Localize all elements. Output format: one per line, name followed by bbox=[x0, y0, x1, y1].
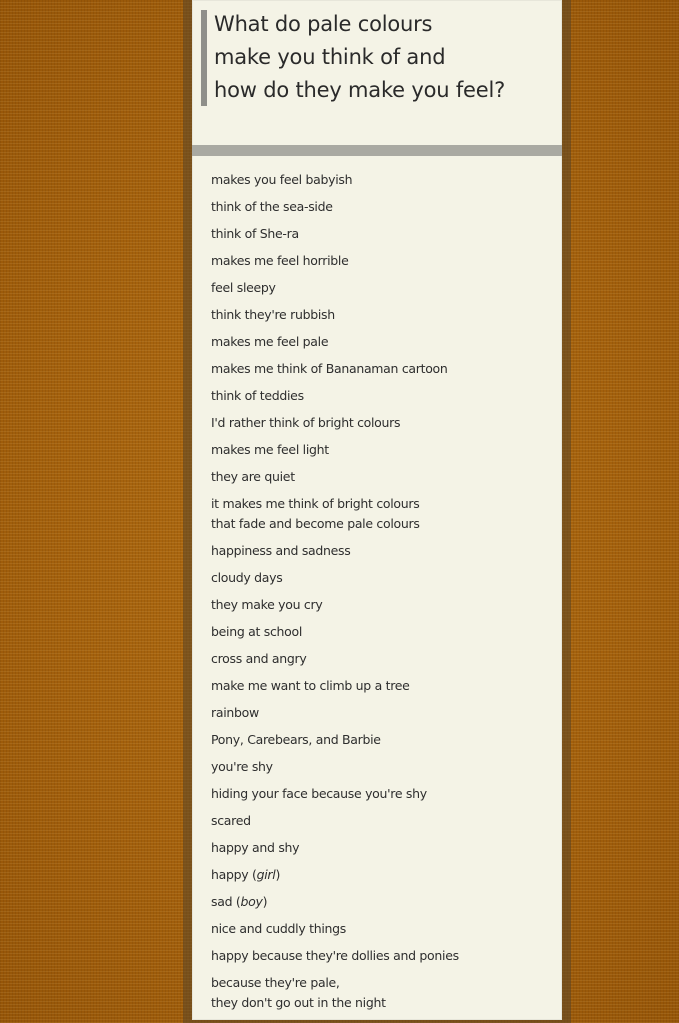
page-title bbox=[214, 8, 505, 107]
response-item bbox=[211, 494, 556, 541]
display-panel bbox=[192, 0, 562, 1020]
response-item bbox=[211, 865, 556, 892]
title-line: What do pale colours bbox=[214, 12, 433, 36]
title-accent-bar bbox=[201, 10, 207, 106]
response-text: ) bbox=[275, 867, 281, 882]
response-item: think of teddies bbox=[211, 388, 304, 403]
response-item: makes me feel light bbox=[211, 442, 329, 457]
response-item: makes me think of Bananaman cartoon bbox=[211, 361, 448, 376]
title-line: how do they make you feel? bbox=[214, 78, 506, 102]
response-item: makes me feel horrible bbox=[211, 253, 349, 268]
response-text: happy ( bbox=[211, 867, 257, 882]
response-item: think of the sea-side bbox=[211, 199, 333, 214]
response-item: Pony, Carebears, and Barbie bbox=[211, 732, 381, 747]
title-line: make you think of and bbox=[214, 45, 446, 69]
response-line: that fade and become pale colours bbox=[211, 516, 420, 531]
response-item: cloudy days bbox=[211, 570, 283, 585]
response-item: think of She-ra bbox=[211, 226, 299, 241]
response-text: sad ( bbox=[211, 894, 241, 909]
response-item: I'd rather think of bright colours bbox=[211, 415, 401, 430]
response-item: hiding your face because you're shy bbox=[211, 786, 427, 801]
response-text: ) bbox=[262, 894, 268, 909]
response-item: happiness and sadness bbox=[211, 543, 351, 558]
response-item: you're shy bbox=[211, 759, 273, 774]
title-block bbox=[201, 8, 551, 108]
response-item: nice and cuddly things bbox=[211, 921, 346, 936]
response-item bbox=[211, 892, 556, 919]
responses-list bbox=[211, 170, 556, 1020]
response-item bbox=[211, 973, 556, 1020]
response-item: makes me feel pale bbox=[211, 334, 329, 349]
response-line: it makes me think of bright colours bbox=[211, 496, 420, 511]
response-item: being at school bbox=[211, 624, 303, 639]
response-item: rainbow bbox=[211, 705, 259, 720]
response-line: they don't go out in the night bbox=[211, 995, 386, 1010]
response-item: scared bbox=[211, 813, 251, 828]
response-italic: boy bbox=[240, 894, 263, 909]
response-item: makes you feel babyish bbox=[211, 172, 353, 187]
response-item: make me want to climb up a tree bbox=[211, 678, 410, 693]
response-item: they make you cry bbox=[211, 597, 323, 612]
response-item: happy and shy bbox=[211, 840, 300, 855]
response-item: think they're rubbish bbox=[211, 307, 335, 322]
response-item: they are quiet bbox=[211, 469, 295, 484]
response-item: cross and angry bbox=[211, 651, 307, 666]
response-line: because they're pale, bbox=[211, 975, 340, 990]
response-italic: girl bbox=[256, 867, 276, 882]
response-item: feel sleepy bbox=[211, 280, 276, 295]
divider bbox=[192, 145, 562, 156]
response-item: happy because they're dollies and ponies bbox=[211, 948, 459, 963]
